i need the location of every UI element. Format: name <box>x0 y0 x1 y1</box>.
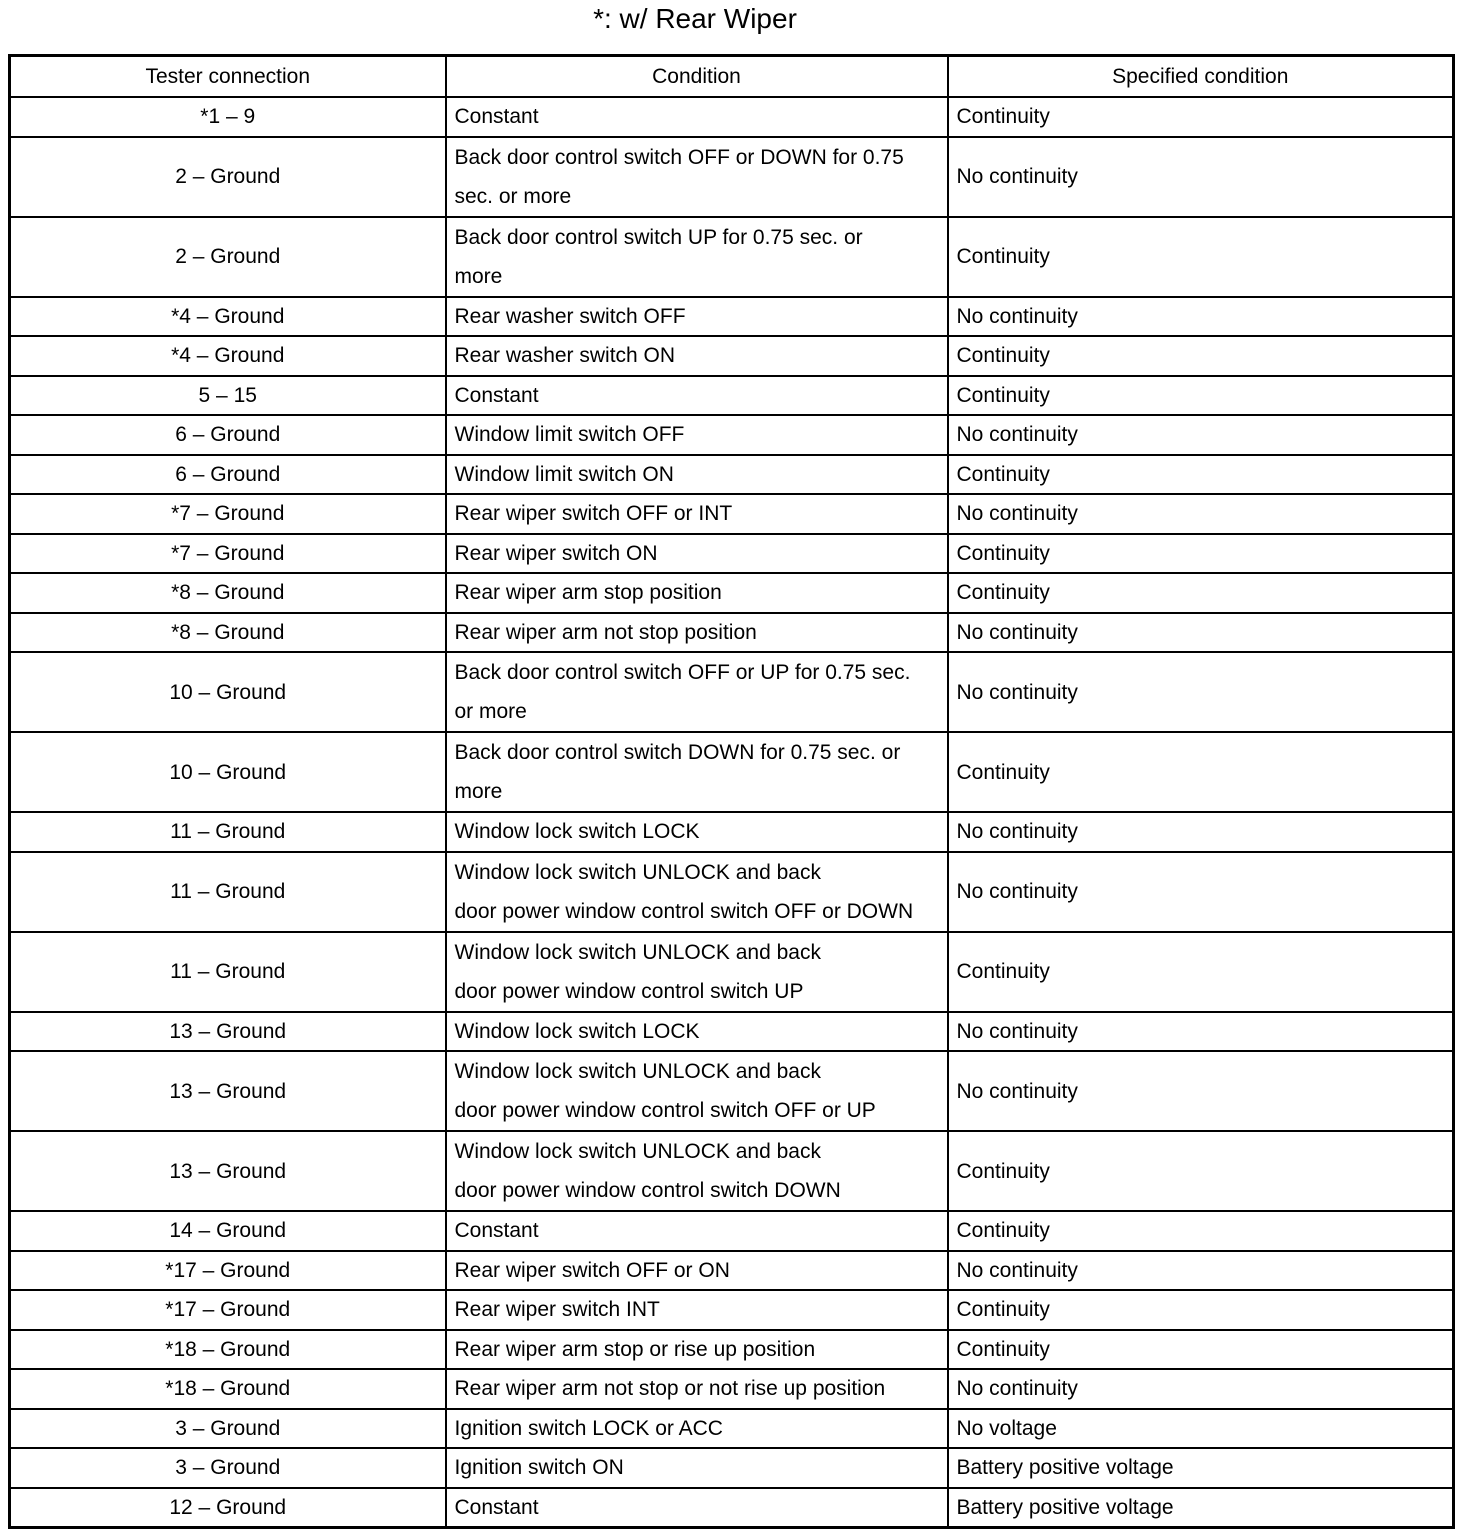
specified-condition-cell: No continuity <box>948 1012 1454 1052</box>
specified-condition-cell: No continuity <box>948 652 1454 732</box>
specified-condition-cell: No continuity <box>948 297 1454 337</box>
specified-condition-cell: No continuity <box>948 1251 1454 1291</box>
condition-cell: Rear wiper switch OFF or ON <box>446 1251 948 1291</box>
specified-condition-cell: Continuity <box>948 1330 1454 1370</box>
condition-cell: Rear wiper arm stop position <box>446 573 948 613</box>
condition-cell: Ignition switch ON <box>446 1448 948 1488</box>
table-row <box>10 1051 1454 1131</box>
specified-condition-cell: No continuity <box>948 494 1454 534</box>
tester-connection-cell: 3 – Ground <box>10 1409 446 1449</box>
condition-cell: Window lock switch UNLOCK and back door power window control switch UP <box>446 932 948 1012</box>
tester-connection-cell: *8 – Ground <box>10 613 446 653</box>
table-header-row <box>10 56 1454 98</box>
tester-connection-cell: 10 – Ground <box>10 652 446 732</box>
table-row <box>10 1330 1454 1370</box>
tester-connection-cell: *4 – Ground <box>10 297 446 337</box>
tester-connection-cell: *17 – Ground <box>10 1290 446 1330</box>
condition-cell: Window limit switch ON <box>446 455 948 495</box>
table-row <box>10 376 1454 416</box>
table-row <box>10 613 1454 653</box>
table-row <box>10 1448 1454 1488</box>
specified-condition-cell: No continuity <box>948 137 1454 217</box>
specified-condition-cell: Continuity <box>948 573 1454 613</box>
specified-condition-cell: Continuity <box>948 534 1454 574</box>
header-tester-connection: Tester connection <box>10 56 446 98</box>
table-row <box>10 1369 1454 1409</box>
specified-condition-cell: No continuity <box>948 613 1454 653</box>
tester-connection-cell: 10 – Ground <box>10 732 446 812</box>
condition-cell: Rear wiper switch OFF or INT <box>446 494 948 534</box>
specified-condition-cell: Continuity <box>948 336 1454 376</box>
condition-cell: Rear wiper arm not stop or not rise up position <box>446 1369 948 1409</box>
tester-connection-cell: 14 – Ground <box>10 1211 446 1251</box>
specified-condition-cell: Continuity <box>948 376 1454 416</box>
tester-connection-cell: 11 – Ground <box>10 852 446 932</box>
condition-cell: Window lock switch UNLOCK and back door power window control switch OFF or DOWN <box>446 852 948 932</box>
condition-cell: Rear washer switch ON <box>446 336 948 376</box>
condition-cell: Rear wiper switch INT <box>446 1290 948 1330</box>
table-row <box>10 1488 1454 1528</box>
table-row <box>10 812 1454 852</box>
condition-cell: Window lock switch UNLOCK and back door power window control switch DOWN <box>446 1131 948 1211</box>
tester-connection-cell: 2 – Ground <box>10 137 446 217</box>
header-condition: Condition <box>446 56 948 98</box>
condition-cell: Window lock switch UNLOCK and back door power window control switch OFF or UP <box>446 1051 948 1131</box>
condition-cell: Back door control switch DOWN for 0.75 sec. or more <box>446 732 948 812</box>
tester-connection-cell: 12 – Ground <box>10 1488 446 1528</box>
table-row <box>10 534 1454 574</box>
specified-condition-cell: No continuity <box>948 1051 1454 1131</box>
specified-condition-cell: No continuity <box>948 852 1454 932</box>
specified-condition-cell: No continuity <box>948 1369 1454 1409</box>
tester-connection-cell: 3 – Ground <box>10 1448 446 1488</box>
table-row <box>10 1211 1454 1251</box>
tester-connection-cell: 5 – 15 <box>10 376 446 416</box>
tester-connection-cell: 13 – Ground <box>10 1051 446 1131</box>
condition-cell: Window limit switch OFF <box>446 415 948 455</box>
condition-cell: Constant <box>446 1211 948 1251</box>
table-row <box>10 97 1454 137</box>
table-row <box>10 336 1454 376</box>
table-row <box>10 297 1454 337</box>
specified-condition-cell: Continuity <box>948 97 1454 137</box>
condition-cell: Rear washer switch OFF <box>446 297 948 337</box>
specified-condition-cell: No voltage <box>948 1409 1454 1449</box>
tester-connection-cell: *7 – Ground <box>10 534 446 574</box>
table-row <box>10 852 1454 932</box>
specified-condition-cell: Continuity <box>948 455 1454 495</box>
condition-cell: Rear wiper switch ON <box>446 534 948 574</box>
tester-connection-cell: 13 – Ground <box>10 1012 446 1052</box>
tester-connection-cell: 11 – Ground <box>10 812 446 852</box>
condition-cell: Window lock switch LOCK <box>446 812 948 852</box>
tester-connection-cell: *1 – 9 <box>10 97 446 137</box>
condition-cell: Rear wiper arm stop or rise up position <box>446 1330 948 1370</box>
tester-connection-cell: 2 – Ground <box>10 217 446 297</box>
specified-condition-cell: No continuity <box>948 812 1454 852</box>
table-row <box>10 1290 1454 1330</box>
condition-cell: Constant <box>446 1488 948 1528</box>
table-row <box>10 732 1454 812</box>
tester-connection-cell: 11 – Ground <box>10 932 446 1012</box>
page-title: *: w/ Rear Wiper <box>593 3 797 34</box>
specified-condition-cell: No continuity <box>948 415 1454 455</box>
specified-condition-cell: Continuity <box>948 217 1454 297</box>
condition-cell: Rear wiper arm not stop position <box>446 613 948 653</box>
tester-connection-table <box>8 54 1455 1529</box>
table-row <box>10 217 1454 297</box>
table-row <box>10 573 1454 613</box>
condition-cell: Back door control switch OFF or DOWN for 0.75 sec. or more <box>446 137 948 217</box>
condition-cell: Window lock switch LOCK <box>446 1012 948 1052</box>
condition-cell: Back door control switch UP for 0.75 sec. or more <box>446 217 948 297</box>
condition-cell: Back door control switch OFF or UP for 0.75 sec. or more <box>446 652 948 732</box>
tester-connection-cell: 6 – Ground <box>10 455 446 495</box>
specified-condition-cell: Battery positive voltage <box>948 1448 1454 1488</box>
tester-connection-cell: *18 – Ground <box>10 1369 446 1409</box>
tester-connection-cell: *4 – Ground <box>10 336 446 376</box>
tester-connection-cell: *17 – Ground <box>10 1251 446 1291</box>
specified-condition-cell: Continuity <box>948 932 1454 1012</box>
condition-cell: Constant <box>446 97 948 137</box>
table-row <box>10 1251 1454 1291</box>
tester-connection-cell: *7 – Ground <box>10 494 446 534</box>
specified-condition-cell: Continuity <box>948 1211 1454 1251</box>
condition-cell: Ignition switch LOCK or ACC <box>446 1409 948 1449</box>
tester-connection-cell: *18 – Ground <box>10 1330 446 1370</box>
table-row <box>10 494 1454 534</box>
table-body <box>10 97 1454 1528</box>
specified-condition-cell: Battery positive voltage <box>948 1488 1454 1528</box>
tester-connection-cell: *8 – Ground <box>10 573 446 613</box>
table-row <box>10 455 1454 495</box>
table-row <box>10 932 1454 1012</box>
table-row <box>10 652 1454 732</box>
table-row <box>10 1012 1454 1052</box>
table-row <box>10 1131 1454 1211</box>
tester-connection-cell: 13 – Ground <box>10 1131 446 1211</box>
specified-condition-cell: Continuity <box>948 732 1454 812</box>
table-row <box>10 415 1454 455</box>
specified-condition-cell: Continuity <box>948 1290 1454 1330</box>
condition-cell: Constant <box>446 376 948 416</box>
table-row <box>10 1409 1454 1449</box>
specified-condition-cell: Continuity <box>948 1131 1454 1211</box>
header-specified-condition: Specified condition <box>948 56 1454 98</box>
tester-connection-cell: 6 – Ground <box>10 415 446 455</box>
table-row <box>10 137 1454 217</box>
